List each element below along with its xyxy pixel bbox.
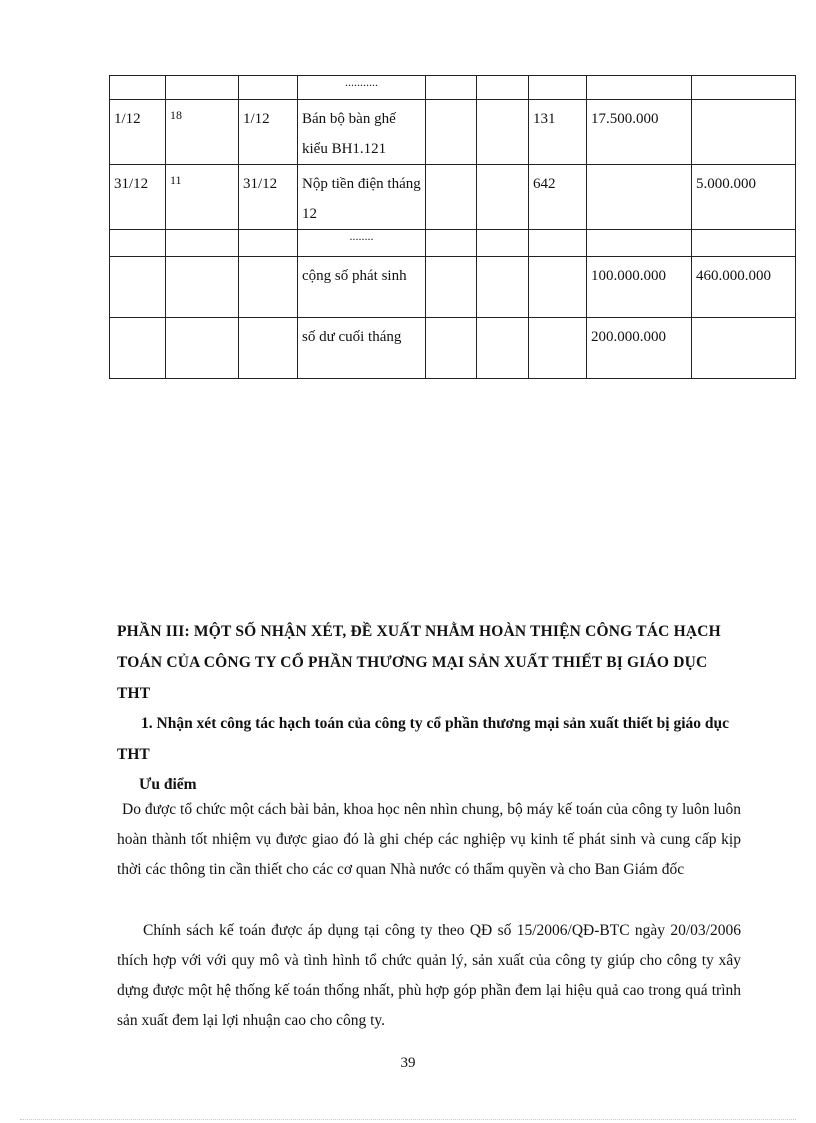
ledger-table [109, 75, 796, 379]
table-row [110, 230, 796, 257]
credit-cell [692, 318, 796, 379]
table-row [110, 318, 796, 379]
ellipsis-cell: ........... [298, 76, 426, 100]
credit-cell: 5.000.000 [692, 165, 796, 230]
table-row [110, 100, 796, 165]
debit-cell [587, 165, 692, 230]
subsection-heading: 1. Nhận xét công tác hạch toán của công ty cổ phần thương mại sản xuất thiết bị giáo dục THT [117, 715, 729, 763]
doc-number-cell: 11 [166, 165, 239, 230]
description-cell: Nộp tiền điện tháng 12 [298, 165, 426, 230]
page-bottom-divider [20, 1119, 796, 1120]
debit-cell: 17.500.000 [587, 100, 692, 165]
advantages-label: Ưu điểm [139, 776, 197, 793]
description-cell: cộng số phát sinh [298, 257, 426, 318]
doc-date-cell: 31/12 [239, 165, 298, 230]
credit-cell: 460.000.000 [692, 257, 796, 318]
credit-cell [692, 100, 796, 165]
table-row [110, 76, 796, 100]
body-paragraph: Chính sách kế toán được áp dụng tại công ty theo QĐ số 15/2006/QĐ-BTC ngày 20/03/2006 thích hợp với với quy mô và tình hình tổ chức quản lý, sản xuất của công ty giúp cho công ty xây dựng được một hệ thống kế toán thống nhất, phù hợp góp phần đem lại hiệu quả cao trong quá trình sản xuất đem lại lợi nhuận cao cho công ty. [117, 922, 741, 1029]
doc-number-cell: 18 [166, 100, 239, 165]
ellipsis-cell: ........ [298, 230, 426, 257]
description-cell: số dư cuối tháng [298, 318, 426, 379]
body-paragraph: Do được tổ chức một cách bài bản, khoa học nên nhìn chung, bộ máy kế toán của công ty luôn luôn hoàn thành tốt nhiệm vụ được giao đó là ghi chép các nghiệp vụ kinh tế phát sinh và cung cấp kịp thời các thông tin cần thiết cho các cơ quan Nhà nước có thẩm quyền và cho Ban Giám đốc [117, 801, 741, 878]
debit-cell: 200.000.000 [587, 318, 692, 379]
contra-account-cell: 642 [529, 165, 587, 230]
table-row [110, 257, 796, 318]
entry-date-cell: 31/12 [110, 165, 166, 230]
doc-date-cell: 1/12 [239, 100, 298, 165]
page-number: 39 [400, 1055, 416, 1071]
entry-date-cell: 1/12 [110, 100, 166, 165]
debit-cell: 100.000.000 [587, 257, 692, 318]
table-row [110, 165, 796, 230]
contra-account-cell: 131 [529, 100, 587, 165]
section-heading: PHẦN III: MỘT SỐ NHẬN XÉT, ĐỀ XUẤT NHẰM HOÀN THIỆN CÔNG TÁC HẠCH TOÁN CỦA CÔNG TY CỔ PHẦN THƯƠNG MẠI SẢN XUẤT THIẾT BỊ GIÁO DỤC THT [117, 623, 721, 702]
description-cell: Bán bộ bàn ghế kiểu BH1.121 [298, 100, 426, 165]
